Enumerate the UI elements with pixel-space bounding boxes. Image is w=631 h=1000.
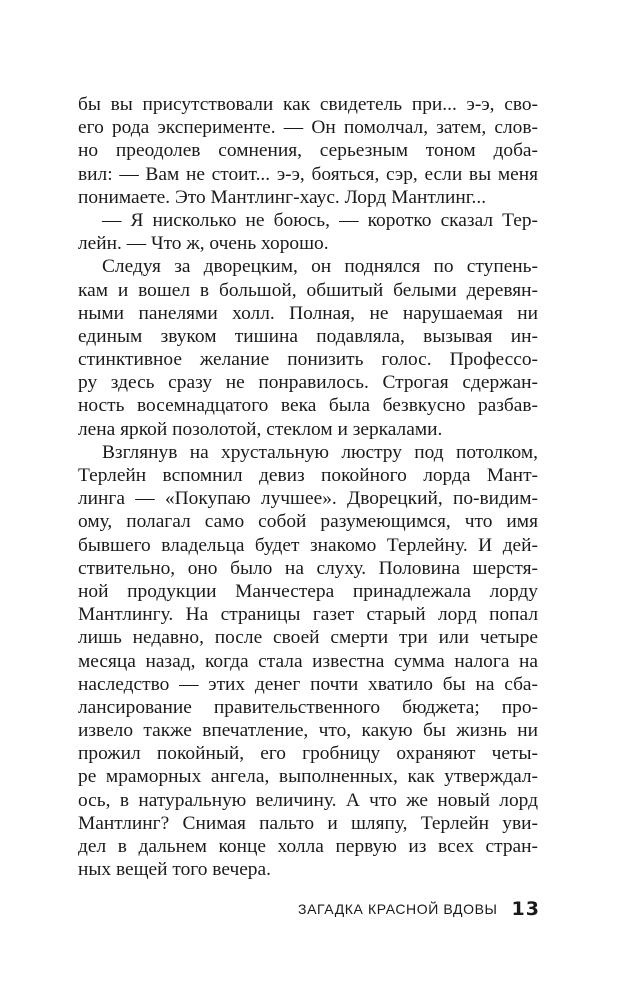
text-line: Мантлинг? Снимая пальто и шляпу, Терлейн уви-	[78, 812, 538, 834]
text-line: Взглянув на хрустальную люстру под потолком,	[102, 441, 538, 463]
text-line: ось, в натуральную величину. А что же новый лорд	[78, 789, 538, 811]
text-line: Терлейн вспомнил девиз покойного лорда Мант-	[78, 465, 538, 486]
body-text	[78, 93, 538, 881]
text-line: наследство — этих денег почти хватило бы на сба-	[78, 673, 538, 695]
text-line: единым звуком тишина подавляла, вызывая ин-	[78, 325, 538, 347]
text-line: ных вещей того вечера.	[78, 859, 271, 881]
text-line: линга — «Покупаю лучшее». Дворецкий, по-видим-	[78, 488, 538, 510]
page-number: 13	[511, 898, 540, 920]
text-line: стинктивное желание понизить голос. Профессо-	[78, 349, 538, 371]
text-line: бывшего владельца будет знакомо Терлейну. И дей-	[78, 534, 538, 556]
text-line: ствительно, оно было на слуху. Половина шерстя-	[78, 557, 538, 579]
text-line: ому, полагал само собой разумеющимся, что имя	[78, 511, 538, 533]
running-title: ЗАГАДКА КРАСНОЙ ВДОВЫ	[298, 901, 498, 917]
text-line: лейн. — Что ж, очень хорошо.	[78, 233, 329, 255]
text-line: лишь недавно, после своей смерти три или четыре	[78, 627, 538, 649]
text-line: вил: — Вам не стоит... э-э, бояться, сэр, если вы меня	[78, 163, 538, 185]
text-line: прожил покойный, его гробницу охраняют четы-	[78, 743, 538, 765]
text-line: Следуя за дворецким, он поднялся по ступень-	[102, 256, 538, 278]
text-line: понимаете. Это Мантлинг-хаус. Лорд Мантлинг...	[78, 186, 487, 208]
text-line: — Я нисколько не боюсь, — коротко сказал Тер-	[102, 209, 538, 231]
text-line: ру здесь сразу не понравилось. Строгая сдержан-	[78, 372, 538, 394]
text-line: но преодолев сомнения, серьезным тоном доба-	[78, 140, 538, 162]
text-line: ными панелями холл. Полная, не нарушаемая ни	[78, 302, 538, 324]
text-line: дел в дальнем конце холла первую из всех стран-	[78, 836, 538, 857]
text-line: его рода эксперименте. — Он помолчал, затем, слов-	[78, 117, 538, 139]
text-line: лансирование правительственного бюджета; про-	[78, 696, 538, 718]
text-line: ре мраморных ангела, выполненных, как утверждал-	[78, 766, 538, 788]
text-line: бы вы присутствовали как свидетель при... э-э, сво-	[78, 94, 538, 115]
text-line: ность восемнадцатого века была безвкусно разбав-	[78, 395, 538, 417]
text-line: кам и вошел в большой, обшитый белыми деревян-	[78, 279, 538, 301]
text-line: ной продукции Манчестера принадлежала лорду	[78, 580, 538, 602]
running-footer	[280, 894, 540, 924]
text-line: месяца назад, когда стала известна сумма налога на	[78, 650, 538, 672]
text-line: Мантлингу. На страницы газет старый лорд попал	[78, 604, 538, 626]
text-line: лена яркой позолотой, стеклом и зеркалами.	[78, 418, 443, 440]
text-line: извело также впечатление, что, какую бы жизнь ни	[78, 720, 538, 742]
